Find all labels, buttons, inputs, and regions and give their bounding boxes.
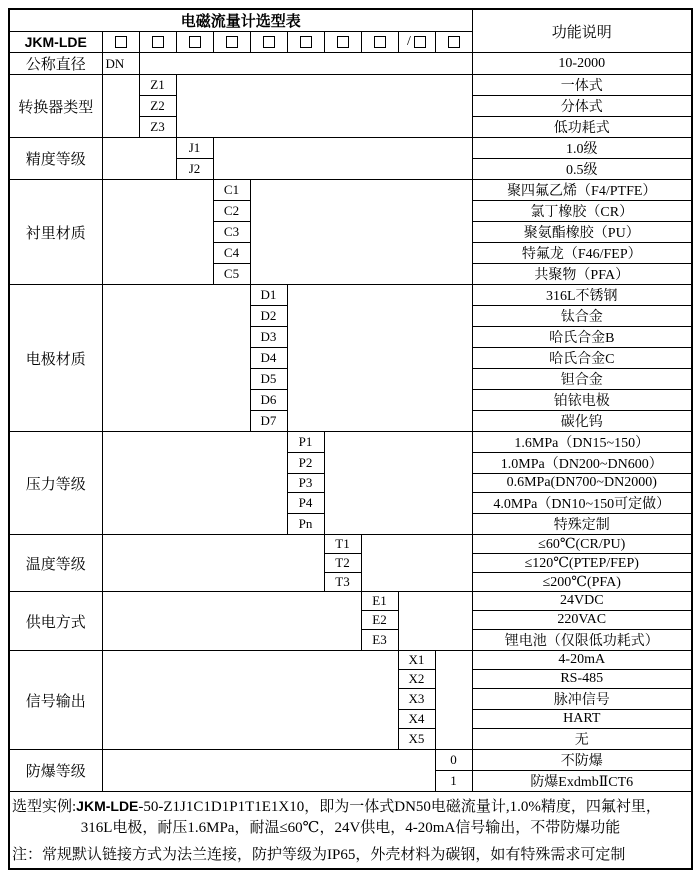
category-label: 压力等级: [9, 432, 102, 535]
code-cell: Z2: [139, 96, 176, 117]
description-cell: ≤120℃(PTEP/FEP): [472, 554, 692, 573]
checkbox-icon[interactable]: [226, 36, 238, 48]
spacer-cell: [102, 75, 139, 138]
description-cell: 低功耗式: [472, 117, 692, 138]
description-cell: 脉冲信号: [472, 689, 692, 710]
description-cell: 氯丁橡胶（CR）: [472, 201, 692, 222]
description-cell: 1.0级: [472, 138, 692, 159]
description-cell: 钽合金: [472, 369, 692, 390]
spacer-cell: [102, 180, 213, 285]
selection-table: [8, 8, 693, 870]
category-label: 电极材质: [9, 285, 102, 432]
slash-separator: /: [407, 34, 411, 50]
spacer-cell: [287, 285, 472, 432]
description-cell: 碳化钨: [472, 411, 692, 432]
code-cell: T2: [324, 554, 361, 573]
code-cell: C1: [213, 180, 250, 201]
description-cell: 一体式: [472, 75, 692, 96]
category-label: 信号输出: [9, 651, 102, 750]
description-cell: HART: [472, 710, 692, 729]
code-cell: X3: [398, 689, 435, 710]
code-cell: Z3: [139, 117, 176, 138]
spacer-cell: [102, 651, 398, 750]
checkbox-icon[interactable]: [115, 36, 127, 48]
model-code-cell: [176, 32, 213, 53]
category-label: 精度等级: [9, 138, 102, 180]
category-label: 转换器类型: [9, 75, 102, 138]
code-cell: C3: [213, 222, 250, 243]
model-prefix: JKM-LDE: [9, 32, 102, 53]
description-cell: 哈氏合金C: [472, 348, 692, 369]
code-cell: DN: [102, 53, 139, 75]
category-label: 温度等级: [9, 535, 102, 592]
description-cell: 10-2000: [472, 53, 692, 75]
checkbox-icon[interactable]: [337, 36, 349, 48]
code-cell: Z1: [139, 75, 176, 96]
description-cell: ≤200℃(PFA): [472, 573, 692, 592]
category-label: 防爆等级: [9, 750, 102, 792]
description-cell: 共聚物（PFA）: [472, 264, 692, 285]
model-code-cell: [398, 32, 435, 53]
description-cell: 哈氏合金B: [472, 327, 692, 348]
model-code-cell: [361, 32, 398, 53]
selection-example-line2: 316L电极，耐压1.6MPa，耐温≤60℃，24V供电，4-20mA信号输出，不带防爆功能: [80, 820, 621, 836]
code-cell: Pn: [287, 514, 324, 535]
example-model: JKM-LDE: [76, 798, 139, 814]
code-cell: X1: [398, 651, 435, 670]
code-cell: D4: [250, 348, 287, 369]
spacer-cell: [102, 535, 324, 592]
description-cell: 聚四氟乙烯（F4/PTFE）: [472, 180, 692, 201]
description-cell: RS-485: [472, 670, 692, 689]
table-title: 电磁流量计选型表: [9, 9, 472, 32]
code-cell: J2: [176, 159, 213, 180]
category-label: 衬里材质: [9, 180, 102, 285]
checkbox-icon[interactable]: [300, 36, 312, 48]
checkbox-icon[interactable]: [189, 36, 201, 48]
checkbox-icon[interactable]: [152, 36, 164, 48]
description-cell: 1.6MPa（DN15~150）: [472, 432, 692, 453]
code-cell: P3: [287, 474, 324, 493]
spacer-cell: [435, 651, 472, 750]
model-code-cell: [435, 32, 472, 53]
category-label: 公称直径: [9, 53, 102, 75]
description-cell: 1.0MPa（DN200~DN600）: [472, 453, 692, 474]
description-cell: 24VDC: [472, 592, 692, 611]
example-prefix: 选型实例:: [12, 799, 77, 815]
description-cell: 0.6MPa(DN700~DN2000): [472, 474, 692, 493]
checkbox-icon[interactable]: [414, 36, 426, 48]
spacer-cell: [102, 138, 176, 180]
model-code-cell: [287, 32, 324, 53]
spacer-cell: [102, 285, 250, 432]
description-cell: 聚氨酯橡胶（PU）: [472, 222, 692, 243]
code-cell: T1: [324, 535, 361, 554]
code-cell: C2: [213, 201, 250, 222]
description-cell: 0.5级: [472, 159, 692, 180]
spacer-cell: [102, 592, 361, 651]
code-cell: P1: [287, 432, 324, 453]
description-cell: 无: [472, 729, 692, 750]
spacer-cell: [361, 535, 472, 592]
code-cell: D7: [250, 411, 287, 432]
code-cell: D1: [250, 285, 287, 306]
description-cell: 钛合金: [472, 306, 692, 327]
footnote: 注：常规默认链接方式为法兰连接，防护等级为IP65，外壳材料为碳钢，如有特殊需求可定制: [12, 847, 626, 863]
spacer-cell: [102, 750, 435, 792]
checkbox-icon[interactable]: [263, 36, 275, 48]
code-cell: C4: [213, 243, 250, 264]
description-cell: 特氟龙（F46/FEP）: [472, 243, 692, 264]
code-cell: D2: [250, 306, 287, 327]
code-cell: X4: [398, 710, 435, 729]
description-cell: 铂铱电极: [472, 390, 692, 411]
description-cell: 4.0MPa（DN10~150可定做）: [472, 493, 692, 514]
checkbox-icon[interactable]: [374, 36, 386, 48]
code-cell: D5: [250, 369, 287, 390]
description-cell: 锂电池（仅限低功耗式）: [472, 630, 692, 651]
code-cell: C5: [213, 264, 250, 285]
description-cell: 4-20mA: [472, 651, 692, 670]
code-cell: E3: [361, 630, 398, 651]
spacer-cell: [250, 180, 472, 285]
code-cell: E2: [361, 611, 398, 630]
model-code-cell: [102, 32, 139, 53]
code-cell: P4: [287, 493, 324, 514]
spacer-cell: [324, 432, 472, 535]
description-cell: 特殊定制: [472, 514, 692, 535]
code-cell: X5: [398, 729, 435, 750]
model-code-cell: [139, 32, 176, 53]
spacer-cell: [213, 138, 472, 180]
description-cell: ≤60℃(CR/PU): [472, 535, 692, 554]
function-column-header: 功能说明: [472, 9, 692, 53]
description-cell: 316L不锈钢: [472, 285, 692, 306]
model-code-cell: [250, 32, 287, 53]
code-cell: J1: [176, 138, 213, 159]
code-cell: D6: [250, 390, 287, 411]
description-cell: 220VAC: [472, 611, 692, 630]
spacer-cell: [139, 53, 472, 75]
code-cell: T3: [324, 573, 361, 592]
code-cell: P2: [287, 453, 324, 474]
model-code-cell: [213, 32, 250, 53]
spacer-cell: [176, 75, 472, 138]
spacer-cell: [398, 592, 472, 651]
code-cell: X2: [398, 670, 435, 689]
code-cell: D3: [250, 327, 287, 348]
model-code-cell: [324, 32, 361, 53]
notes-cell: [9, 792, 692, 870]
category-label: 供电方式: [9, 592, 102, 651]
selection-example-line1: [12, 796, 689, 818]
description-cell: 分体式: [472, 96, 692, 117]
code-cell: E1: [361, 592, 398, 611]
checkbox-icon[interactable]: [448, 36, 460, 48]
description-cell: 防爆ExdmbⅡCT6: [472, 771, 692, 792]
code-cell: 1: [435, 771, 472, 792]
code-cell: 0: [435, 750, 472, 771]
spacer-cell: [102, 432, 287, 535]
description-cell: 不防爆: [472, 750, 692, 771]
example-rest: -50-Z1J1C1D1P1T1E1X10，即为一体式DN50电磁流量计,1.0%精度，四氟衬里，: [138, 799, 661, 815]
